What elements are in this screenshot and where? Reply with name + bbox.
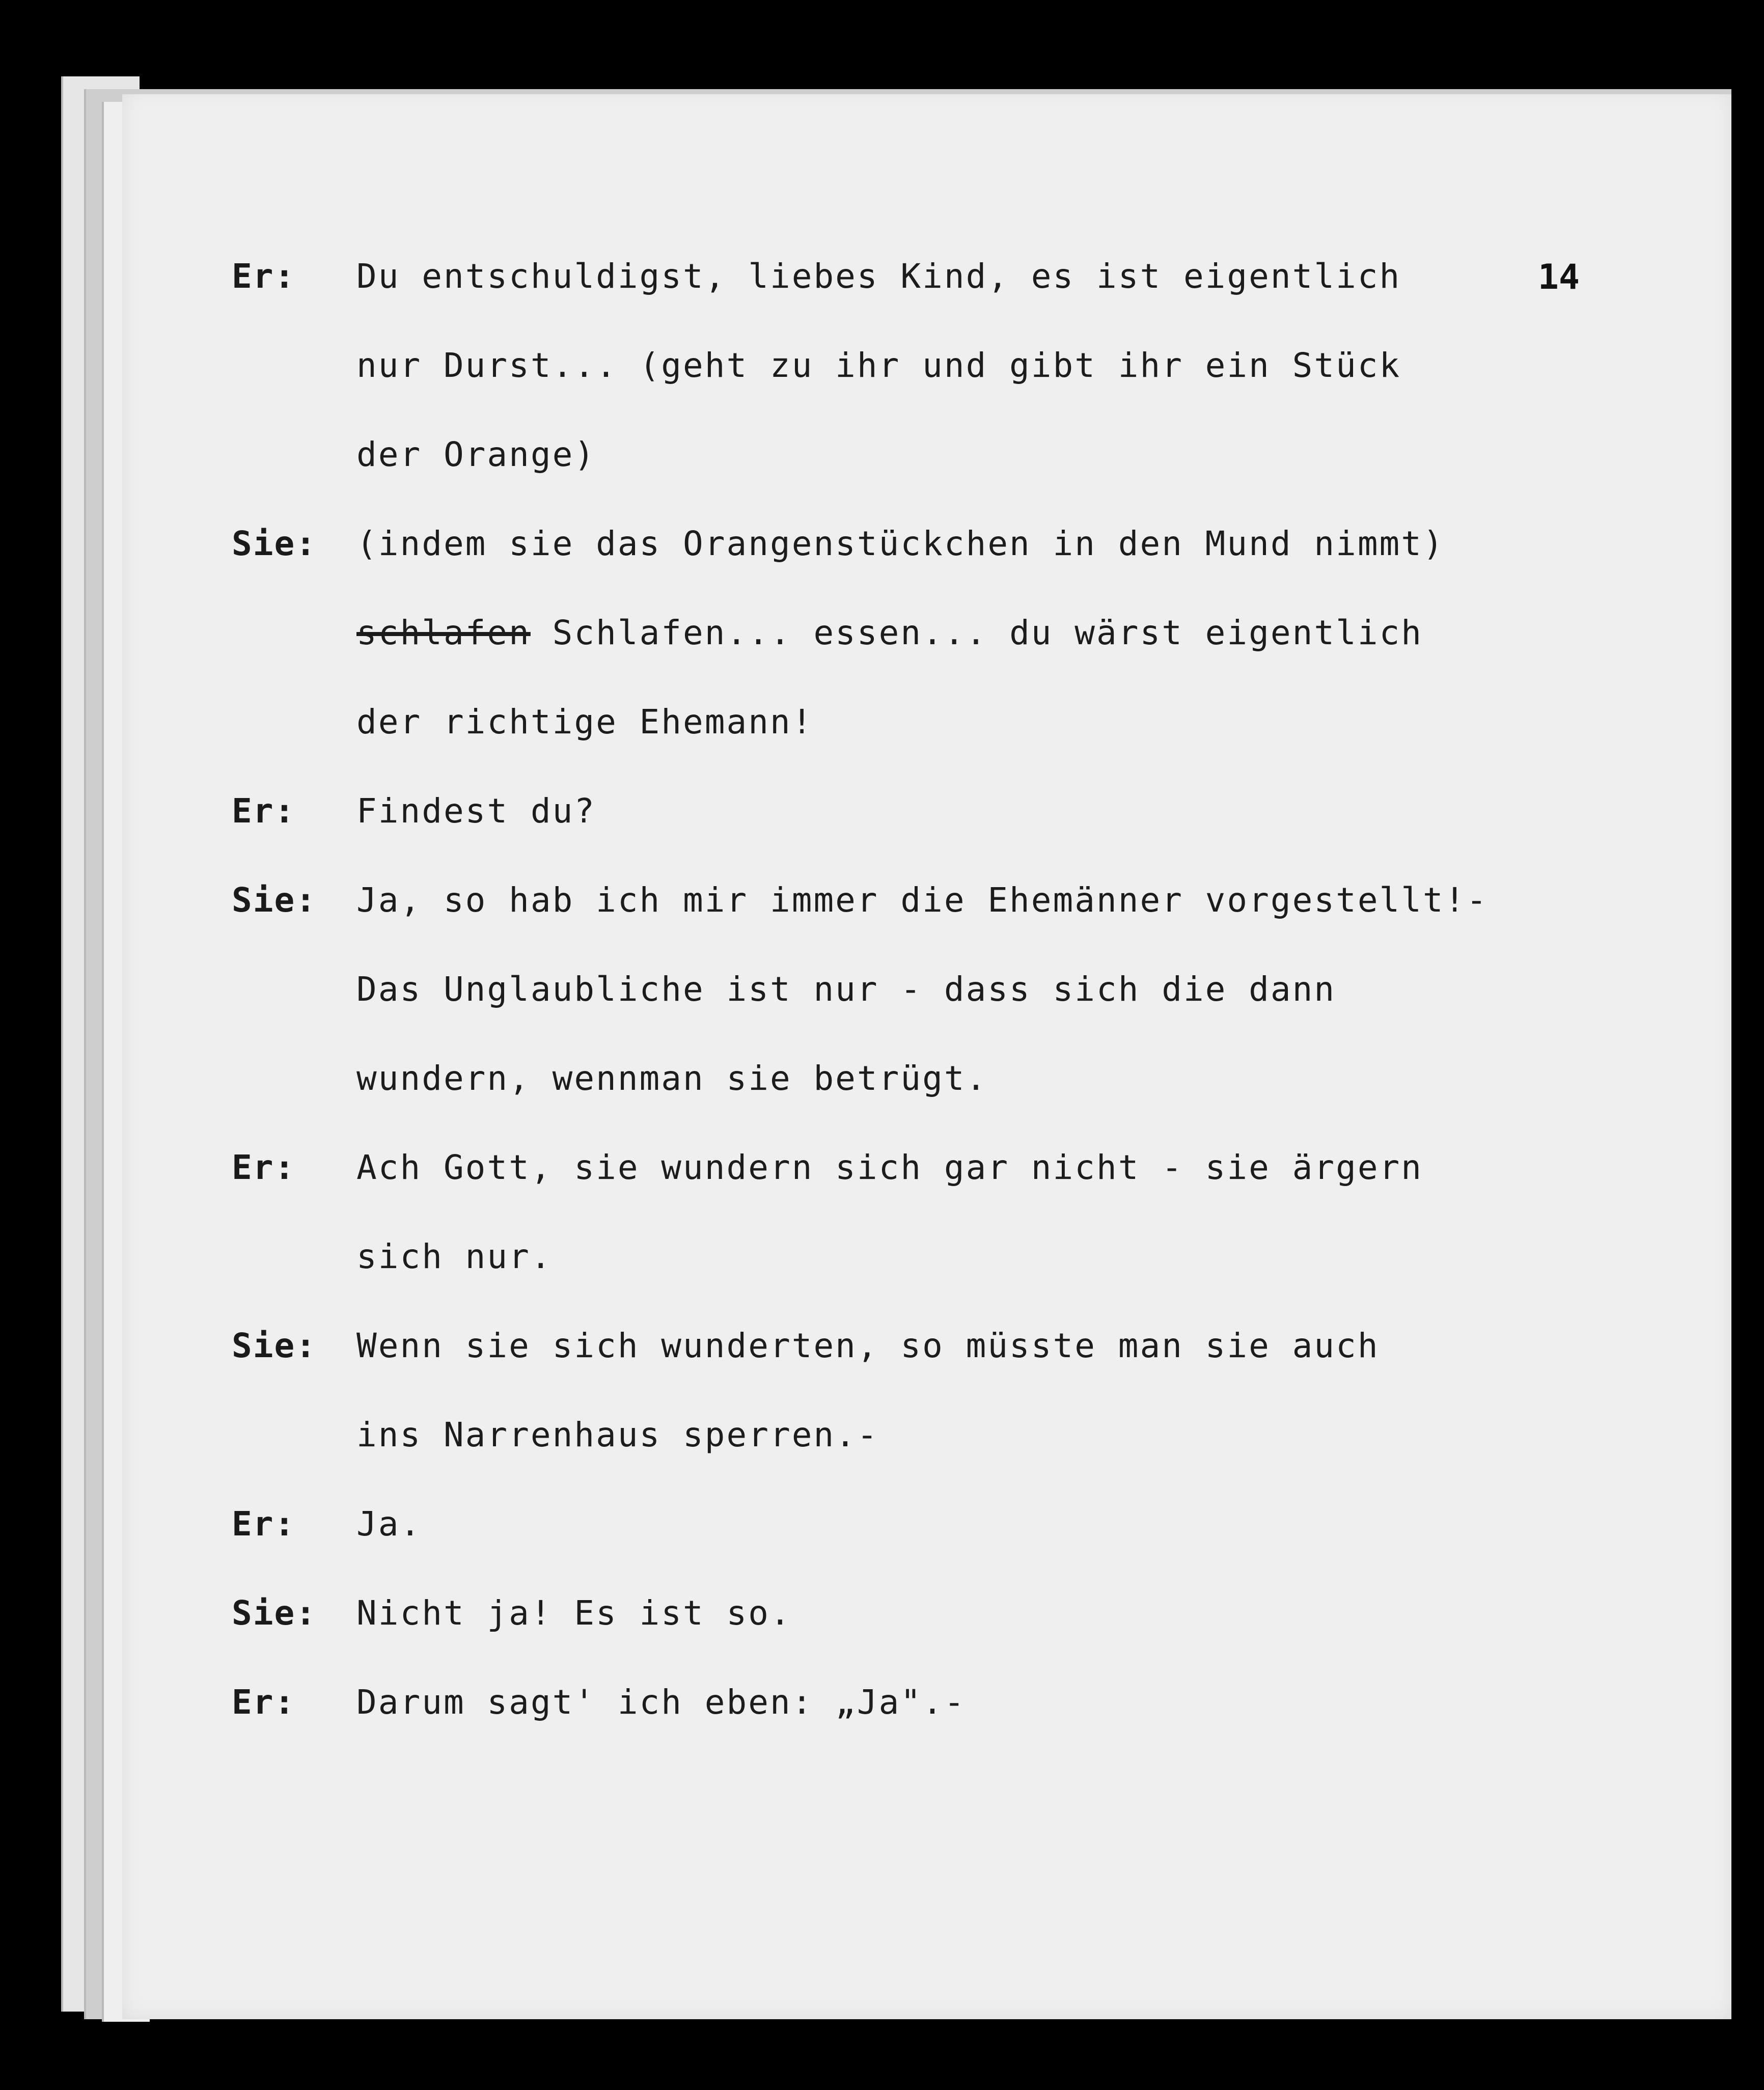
- speaker-label: Er:: [232, 257, 296, 296]
- dialogue-turn: [232, 1569, 1668, 1658]
- dialogue-turn: [232, 856, 1668, 1123]
- speech-line: Das Unglaubliche ist nur - dass sich die dann: [356, 970, 1336, 1009]
- speech-line: [356, 588, 1668, 677]
- speaker-label: Er:: [232, 1683, 296, 1722]
- speech: [356, 1123, 1668, 1301]
- speech-line: Nicht ja! Es ist so.: [356, 1593, 792, 1633]
- speaker-label: Er:: [232, 1148, 296, 1187]
- dialogue: [232, 232, 1668, 1747]
- dialogue-turn: [232, 1301, 1668, 1479]
- speech-line: Ach Gott, sie wundern sich gar nicht - sie ärgern: [356, 1148, 1423, 1187]
- speaker-label: Er:: [232, 1504, 296, 1544]
- speech: [356, 1569, 1668, 1658]
- speech-line: Wenn sie sich wunderten, so müsste man sie auch: [356, 1326, 1380, 1365]
- speech-line: Findest du?: [356, 791, 596, 831]
- speech: [356, 856, 1668, 1123]
- speech-line: der richtige Ehemann!: [356, 702, 814, 741]
- speaker-label: Sie:: [232, 524, 317, 563]
- speech: [356, 232, 1668, 499]
- dialogue-turn: [232, 232, 1668, 499]
- speaker-label: Sie:: [232, 1593, 317, 1633]
- dialogue-turn: [232, 1123, 1668, 1301]
- speech: [356, 766, 1668, 856]
- speech-line: (indem sie das Orangenstückchen in den Mund nimmt): [356, 524, 1445, 563]
- speech: [356, 1301, 1668, 1479]
- dialogue-turn: [232, 766, 1668, 856]
- dialogue-turn: [232, 1479, 1668, 1569]
- speech-line: Ja, so hab ich mir immer die Ehemänner vorgestellt!-: [356, 881, 1489, 920]
- speech-line: Du entschuldigst, liebes Kind, es ist eigentlich: [356, 257, 1401, 296]
- speech: [356, 1479, 1668, 1569]
- speech-line: sich nur.: [356, 1237, 553, 1276]
- speech-line: der Orange): [356, 435, 596, 474]
- struck-out-word: schlafen: [356, 613, 531, 652]
- dialogue-turn: [232, 499, 1668, 766]
- speaker-label: Sie:: [232, 1326, 317, 1365]
- speech-line-continuation: Schlafen... essen... du wärst eigentlich: [530, 613, 1423, 652]
- speech-line: nur Durst... (geht zu ihr und gibt ihr ein Stück: [356, 346, 1401, 385]
- page-number: 14: [1538, 257, 1580, 297]
- speech-line: wundern, wennman sie betrügt.: [356, 1059, 988, 1098]
- speech: [356, 499, 1668, 766]
- speech-line: Ja.: [356, 1504, 422, 1544]
- speech: [356, 1658, 1668, 1747]
- dialogue-turn: [232, 1658, 1668, 1747]
- speaker-label: Er:: [232, 791, 296, 831]
- speech-line: Darum sagt' ich eben: „Ja".-: [356, 1683, 966, 1722]
- speech-line: ins Narrenhaus sperren.-: [356, 1415, 879, 1454]
- speaker-label: Sie:: [232, 881, 317, 920]
